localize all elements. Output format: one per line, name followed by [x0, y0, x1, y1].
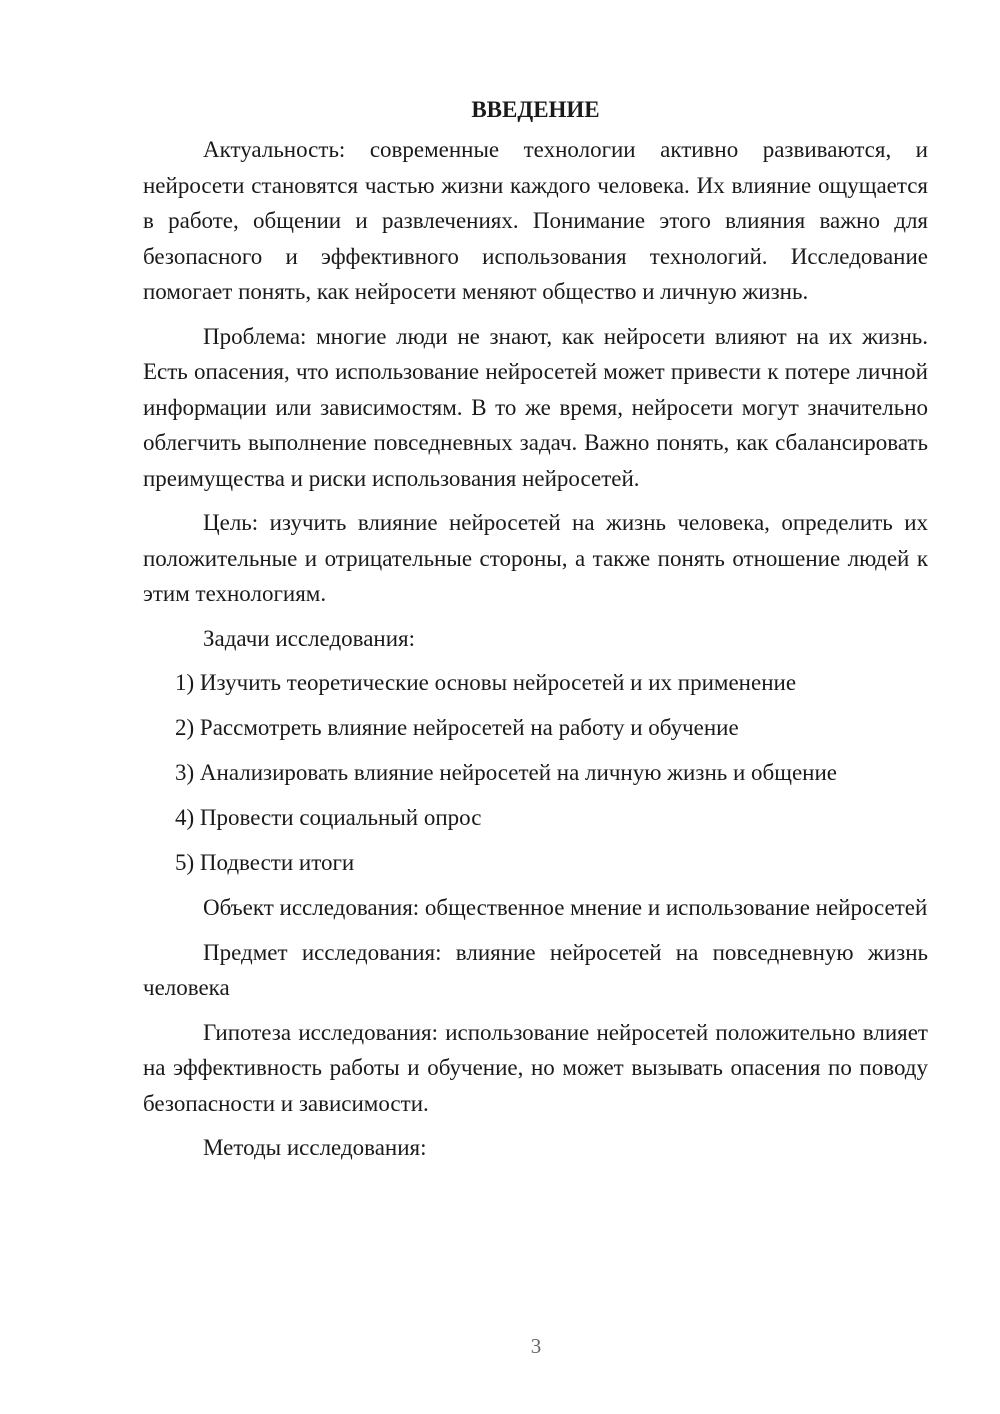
- tasks-list: [143, 665, 928, 881]
- paragraph-hypothesis: Гипотеза исследования: использование нейросетей положительно влияет на эффективность работы и обучение, но может вызывать опасения по поводу безопасности и зависимости.: [143, 1019, 928, 1116]
- page-number: 3: [530, 1334, 542, 1358]
- paragraph-problem: Проблема: многие люди не знают, как нейросети влияют на их жизнь. Есть опасения, что использование нейросетей может привести к потере личной информации или зависимостям. В то же время, нейросети могут значительно облегчить выполнение повседневных задач. Важно понять, как сбалансировать преимущества и риски использования нейросетей.: [143, 323, 928, 491]
- paragraph-subject: Предмет исследования: влияние нейросетей на повседневную жизнь человека: [143, 939, 928, 1000]
- paragraph-methods-title: Методы исследования:: [203, 1135, 427, 1160]
- section-heading: ВВЕДЕНИЕ: [471, 97, 600, 122]
- list-item: 3) Анализировать влияние нейросетей на личную жизнь и общение: [175, 760, 837, 785]
- paragraph-goal: Цель: изучить влияние нейросетей на жизнь человека, определить их положительные и отрицательные стороны, а также понять отношение людей к этим технологиям.: [143, 510, 928, 606]
- list-item: 2) Рассмотреть влияние нейросетей на работу и обучение: [175, 715, 739, 740]
- list-item: 4) Провести социальный опрос: [175, 805, 482, 830]
- paragraph-tasks-title: Задачи исследования:: [203, 625, 416, 651]
- page-content: [143, 92, 928, 1175]
- list-item: 5) Подвести итоги: [175, 850, 355, 875]
- list-item: 1) Изучить теоретические основы нейросетей и их применение: [175, 670, 797, 695]
- paragraph-relevance: Актуальность: современные технологии активно развиваются, и нейросети становятся частью жизни каждого человека. Их влияние ощущается в работе, общении и развлечениях. Понимание этого влияния важно для безопасного и эффективного использования технологий. Исследование помогает понять, как нейросети меняют общество и личную жизнь.: [143, 137, 928, 304]
- paragraph-object: Объект исследования: общественное мнение и использование нейросетей: [203, 895, 928, 920]
